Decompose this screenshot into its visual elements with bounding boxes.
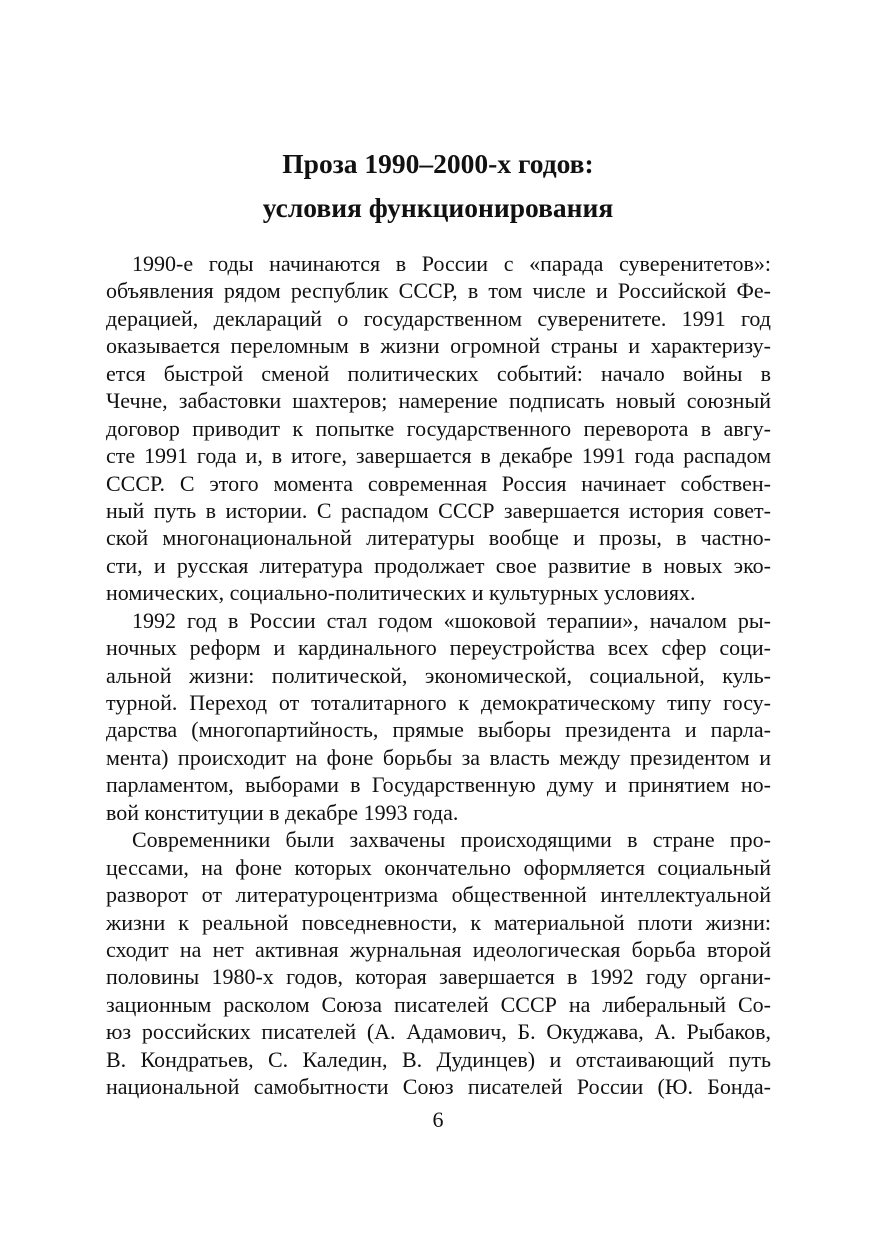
text-line: оказывается переломным в жизни огромной страны и характеризу- — [106, 333, 771, 359]
text-line: В. Кондратьев, С. Каледин, В. Дудинцев) и отстаивающий путь — [106, 1046, 771, 1072]
body-text — [106, 250, 771, 1101]
text-line: объявления рядом республик СССР, в том числе и Российской Фе- — [106, 278, 771, 304]
text-line: номических, социально-политических и культурных условиях. — [106, 580, 696, 606]
text-line: ный путь в истории. С распадом СССР завершается история совет- — [106, 497, 771, 523]
chapter-title — [0, 142, 876, 230]
text-line: разворот от литературоцентризма общественной интеллектуальной — [106, 882, 771, 908]
text-line: сте 1991 года и, в итоге, завершается в декабре 1991 года распадом — [106, 443, 771, 469]
paragraph — [106, 250, 771, 607]
text-line: 1990-е годы начинаются в России с «парада суверенитетов»: — [132, 251, 771, 276]
text-line: жизни к реальной повседневности, к материальной плоти жизни: — [106, 909, 771, 935]
text-line: сходит на нет активная журнальная идеологическая борьба второй — [106, 936, 771, 962]
text-line: турной. Переход от тоталитарного к демократическому типу госу- — [106, 690, 771, 715]
paragraph — [106, 607, 771, 827]
chapter-title-line-1: Проза 1990–2000-х годов: — [282, 148, 594, 179]
text-line: парламентом, выборами в Государственную думу и принятием но- — [106, 772, 771, 798]
text-line: юз российских писателей (А. Адамович, Б. Окуджава, А. Рыбаков, — [106, 1019, 771, 1045]
text-line: ется быстрой сменой политических событий: начало войны в — [106, 360, 771, 386]
text-line: национальной самобытности Союз писателей России (Ю. Бонда- — [106, 1074, 771, 1100]
text-line: 1992 год в России стал годом «шоковой терапии», началом ры- — [132, 607, 771, 633]
text-line: Современники были захвачены происходящими в стране про- — [132, 827, 771, 853]
text-line: зационным расколом Союза писателей СССР на либеральный Со- — [106, 991, 771, 1017]
text-line: СССР. С этого момента современная Россия начинает собствен- — [106, 470, 771, 496]
text-line: договор приводит к попытке государственного переворота в авгу- — [106, 415, 771, 441]
text-line: альной жизни: политической, экономической, социальной, куль- — [106, 662, 771, 688]
text-line: дарства (многопартийность, прямые выборы президента и парла- — [106, 717, 771, 743]
text-line: ской многонациональной литературы вообще и прозы, в частно- — [106, 525, 771, 551]
page-number: 6 — [432, 1107, 444, 1132]
text-line: ночных реформ и кардинального переустройства всех сфер соци- — [106, 635, 771, 661]
chapter-title-line-2: условия функционирования — [262, 192, 614, 223]
text-line: сти, и русская литература продолжает свое развитие в новых эко- — [106, 552, 771, 578]
text-line: мента) происходит на фоне борьбы за власть между президентом и — [106, 744, 771, 770]
paragraph — [106, 826, 771, 1100]
text-line: Чечне, забастовки шахтеров; намерение подписать новый союзный — [106, 388, 771, 414]
text-line: дерацией, деклараций о государственном суверенитете. 1991 год — [106, 305, 771, 331]
text-line: половины 1980-х годов, которая завершается в 1992 году органи- — [106, 964, 771, 990]
text-line: цессами, на фоне которых окончательно оформляется социальный — [106, 854, 771, 880]
text-line: вой конституции в декабре 1993 года. — [106, 799, 459, 825]
